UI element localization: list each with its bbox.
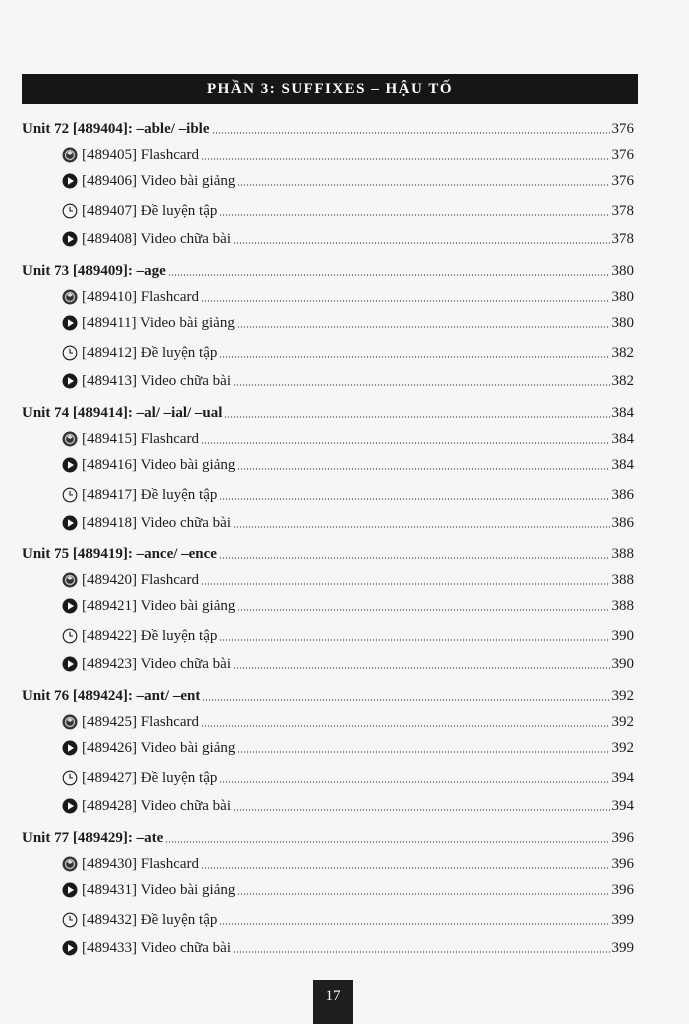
item-page: 380: [611, 315, 634, 331]
dot-leader: [201, 442, 609, 444]
section-header: [22, 74, 638, 104]
item-page: 380: [611, 289, 634, 305]
toc-item[interactable]: [62, 735, 634, 757]
clock-icon: [62, 203, 78, 219]
page-number-box: [313, 980, 353, 1024]
item-label: [489416] Video bài giảng: [82, 457, 236, 473]
dot-leader: [202, 699, 609, 701]
dot-leader: [219, 557, 610, 559]
play-icon: [62, 740, 78, 756]
flashcard-icon: [62, 714, 78, 730]
item-label: [489412] Đề luyện tập: [82, 345, 218, 361]
dot-leader: [219, 639, 609, 641]
unit-page: 396: [611, 830, 634, 846]
unit-page: 380: [611, 263, 634, 279]
item-page: 394: [611, 798, 634, 814]
unit-page: 392: [611, 688, 634, 704]
toc-item[interactable]: [62, 198, 634, 220]
unit-row[interactable]: [22, 541, 634, 563]
item-page: 392: [611, 740, 634, 756]
dot-leader: [237, 751, 609, 753]
item-page: 378: [611, 231, 634, 247]
dot-leader: [224, 416, 609, 418]
toc-item[interactable]: [62, 567, 634, 589]
unit-row[interactable]: [22, 116, 634, 138]
play-icon: [62, 598, 78, 614]
unit-title: Unit 77 [489429]: –ate: [22, 830, 164, 846]
dot-leader: [201, 300, 609, 302]
dot-leader: [237, 468, 609, 470]
play-icon: [62, 315, 78, 331]
dot-leader: [219, 214, 609, 216]
unit-row[interactable]: [22, 825, 634, 847]
toc-item[interactable]: [62, 765, 634, 787]
clock-icon: [62, 770, 78, 786]
toc-item[interactable]: [62, 510, 634, 532]
clock-icon: [62, 912, 78, 928]
unit-title: Unit 76 [489424]: –ant/ –ent: [22, 688, 201, 704]
unit-page: 384: [611, 405, 634, 421]
item-label: [489417] Đề luyện tập: [82, 487, 218, 503]
item-page: 384: [611, 431, 634, 447]
dot-leader: [233, 526, 610, 528]
dot-leader: [201, 725, 609, 727]
toc-item[interactable]: [62, 284, 634, 306]
item-label: [489432] Đề luyện tập: [82, 912, 218, 928]
unit-row[interactable]: [22, 400, 634, 422]
clock-icon: [62, 487, 78, 503]
play-icon: [62, 373, 78, 389]
toc-item[interactable]: [62, 593, 634, 615]
play-icon: [62, 940, 78, 956]
page-number: 17: [325, 988, 341, 1004]
item-page: 378: [611, 203, 634, 219]
item-page: 390: [611, 656, 634, 672]
unit-title: Unit 74 [489414]: –al/ –ial/ –ual: [22, 405, 223, 421]
item-label: [489427] Đề luyện tập: [82, 770, 218, 786]
item-label: [489418] Video chữa bài: [82, 515, 231, 531]
unit-title: Unit 73 [489409]: –age: [22, 263, 166, 279]
dot-leader: [219, 923, 609, 925]
toc-item[interactable]: [62, 935, 634, 957]
item-page: 392: [611, 714, 634, 730]
flashcard-icon: [62, 572, 78, 588]
item-label: [489421] Video bài giảng: [82, 598, 236, 614]
item-page: 399: [611, 940, 634, 956]
item-page: 376: [611, 173, 634, 189]
dot-leader: [201, 158, 609, 160]
dot-leader: [233, 809, 610, 811]
play-icon: [62, 656, 78, 672]
play-icon: [62, 515, 78, 531]
dot-leader: [237, 609, 609, 611]
item-label: [489407] Đề luyện tập: [82, 203, 218, 219]
clock-icon: [62, 628, 78, 644]
item-page: 394: [611, 770, 634, 786]
dot-leader: [219, 498, 609, 500]
dot-leader: [237, 184, 609, 186]
item-page: 390: [611, 628, 634, 644]
toc-item[interactable]: [62, 851, 634, 873]
item-page: 384: [611, 457, 634, 473]
dot-leader: [168, 274, 610, 276]
item-page: 382: [611, 345, 634, 361]
unit-title: Unit 75 [489419]: –ance/ –ence: [22, 546, 217, 562]
item-label: [489413] Video chữa bài: [82, 373, 231, 389]
toc-item[interactable]: [62, 709, 634, 731]
toc-item[interactable]: [62, 310, 634, 332]
play-icon: [62, 457, 78, 473]
flashcard-icon: [62, 431, 78, 447]
flashcard-icon: [62, 289, 78, 305]
unit-row[interactable]: [22, 683, 634, 705]
dot-leader: [237, 326, 610, 328]
play-icon: [62, 231, 78, 247]
item-label: [489415] Flashcard: [82, 431, 200, 447]
unit-page: 388: [611, 546, 634, 562]
toc-item[interactable]: [62, 793, 634, 815]
dot-leader: [237, 893, 609, 895]
item-label: [489405] Flashcard: [82, 147, 200, 163]
item-label: [489425] Flashcard: [82, 714, 200, 730]
toc-item[interactable]: [62, 226, 634, 248]
clock-icon: [62, 345, 78, 361]
section-title: PHẦN 3: SUFFIXES – HẬU TỐ: [207, 80, 453, 97]
toc-item[interactable]: [62, 426, 634, 448]
toc-item[interactable]: [62, 368, 634, 390]
item-label: [489422] Đề luyện tập: [82, 628, 218, 644]
dot-leader: [165, 841, 609, 843]
item-page: 386: [611, 515, 634, 531]
item-label: [489431] Video bài giảng: [82, 882, 236, 898]
item-label: [489426] Video bài giảng: [82, 740, 236, 756]
dot-leader: [233, 667, 610, 669]
item-page: 396: [611, 882, 634, 898]
dot-leader: [233, 242, 610, 244]
item-label: [489428] Video chữa bài: [82, 798, 231, 814]
toc-item[interactable]: [62, 877, 634, 899]
play-icon: [62, 882, 78, 898]
dot-leader: [233, 951, 610, 953]
item-label: [489408] Video chữa bài: [82, 231, 231, 247]
item-label: [489411] Video bài giảng: [82, 315, 235, 331]
toc-item[interactable]: [62, 907, 634, 929]
item-label: [489430] Flashcard: [82, 856, 200, 872]
dot-leader: [233, 384, 610, 386]
dot-leader: [212, 132, 610, 134]
dot-leader: [201, 867, 609, 869]
dot-leader: [201, 583, 609, 585]
item-page: 382: [611, 373, 634, 389]
dot-leader: [219, 356, 609, 358]
item-label: [489410] Flashcard: [82, 289, 200, 305]
toc-item[interactable]: [62, 623, 634, 645]
toc-item[interactable]: [62, 168, 634, 190]
unit-page: 376: [611, 121, 634, 137]
item-page: 386: [611, 487, 634, 503]
play-icon: [62, 173, 78, 189]
toc-item[interactable]: [62, 651, 634, 673]
toc-item[interactable]: [62, 482, 634, 504]
dot-leader: [219, 781, 609, 783]
toc-item[interactable]: [62, 340, 634, 362]
flashcard-icon: [62, 856, 78, 872]
play-icon: [62, 798, 78, 814]
unit-title: Unit 72 [489404]: –able/ –ible: [22, 121, 210, 137]
unit-row[interactable]: [22, 258, 634, 280]
toc-item[interactable]: [62, 452, 634, 474]
item-label: [489406] Video bài giảng: [82, 173, 236, 189]
item-label: [489420] Flashcard: [82, 572, 200, 588]
item-label: [489423] Video chữa bài: [82, 656, 231, 672]
toc-item[interactable]: [62, 142, 634, 164]
item-page: 376: [611, 147, 634, 163]
flashcard-icon: [62, 147, 78, 163]
item-label: [489433] Video chữa bài: [82, 940, 231, 956]
item-page: 396: [611, 856, 634, 872]
item-page: 399: [611, 912, 634, 928]
item-page: 388: [611, 572, 634, 588]
item-page: 388: [611, 598, 634, 614]
